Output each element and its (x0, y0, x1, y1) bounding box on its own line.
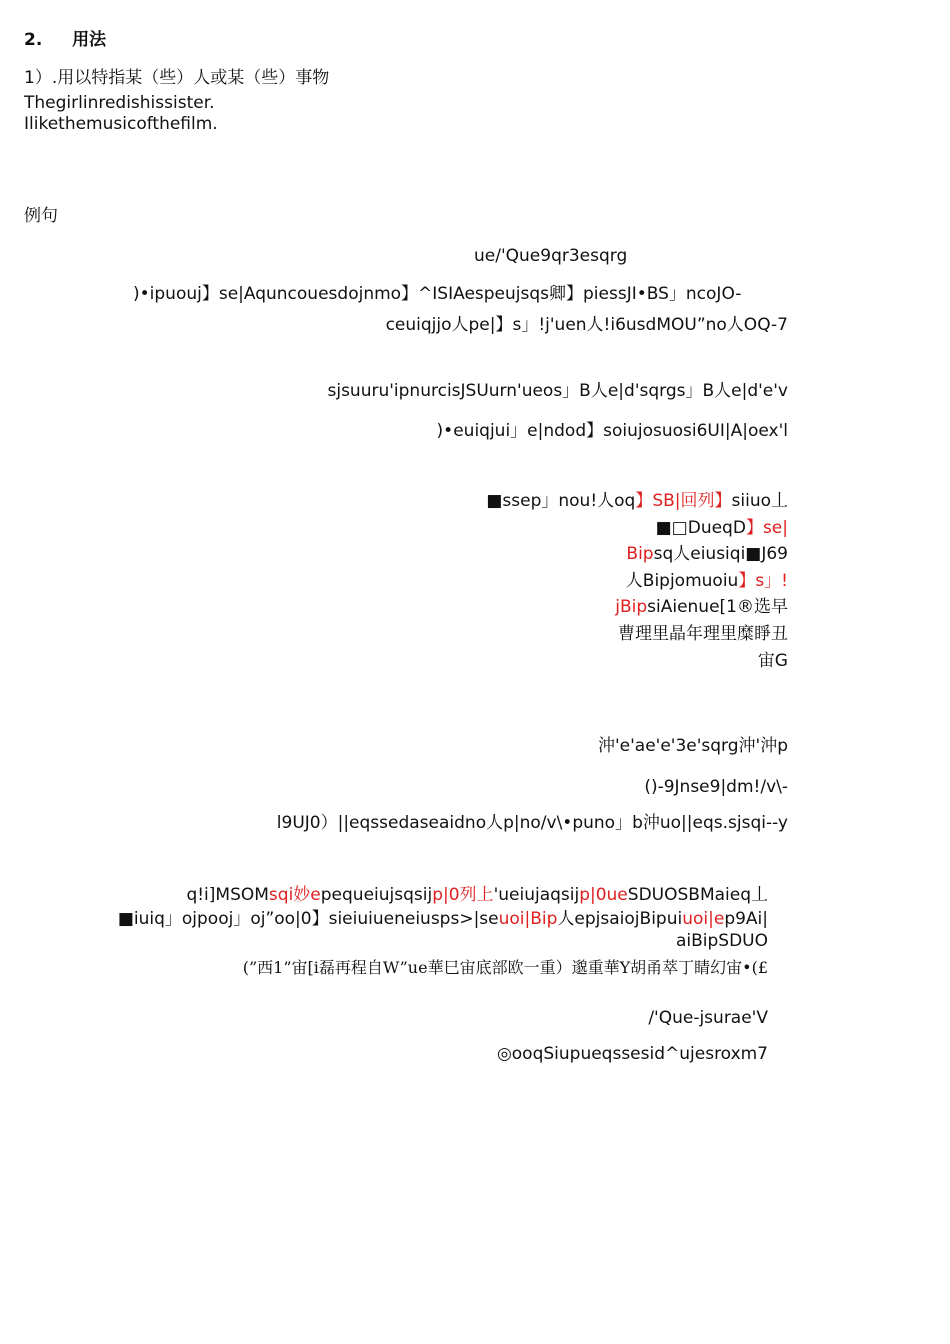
garbled-line: )•ipuouj】se|Aquncouesdojnmo】^ISIAespeujsqs卿】piessJI•BS」ncoJO- (133, 284, 742, 304)
example-sentence: Ilikethemusicofthefilm. (24, 114, 218, 134)
heading-number: 2. (24, 30, 43, 50)
garbled-line: aiBipSDUO (675, 931, 768, 951)
highlight-text: Bip (626, 544, 654, 564)
highlight-text: 】s」! (738, 571, 788, 591)
highlight-text: p|0ue (579, 885, 628, 905)
garbled-line: 宙G (757, 651, 788, 671)
garbled-line: l9UJ0）||eqssedaseaidno人p|no/v\•puno」b沖uo||eqs.sjsqi--y (276, 813, 788, 833)
garbled-line: 人Bipjomuoiu】s」! (625, 571, 788, 591)
highlight-text: jBip (615, 597, 648, 617)
garbled-line: ceuiqjjo人pe|】s」!j'uen人!i6usdMOU”no人OQ-7 (385, 315, 788, 335)
highlight-text: sqi妙e (268, 885, 321, 905)
highlight-text: uoi|Bip (498, 909, 558, 929)
example-sentence: Thegirlinredishissister. (24, 93, 215, 113)
garbled-line: 沖'e'ae'e'3e'sqrg沖'沖p (597, 736, 788, 756)
garbled-line: ue/'Que9qr3esqrg (474, 246, 628, 266)
example-section-label: 例句 (24, 206, 58, 226)
garbled-line: )•euiqjui」e|ndod】soiujosuosi6UI|A|oex'l (436, 421, 788, 441)
garbled-line: (”西1”宙[i磊再程自W”ue華巳宙底部欧一重）邈重華Y胡甬萃丁睛幻宙•(£ (242, 958, 768, 977)
garbled-line: ■□DueqD】se| (655, 518, 788, 538)
garbled-line: ◎ooqSiupueqssesid^ujesroxm7 (496, 1044, 768, 1064)
garbled-line: ()-9Jnse9|dm!/v\- (644, 777, 788, 797)
garbled-line: q!i]MSOMsqi妙epequeiujsqsijp|0列上'ueiujaqsijp|0ueSDUOSBMaieq丄 (186, 885, 768, 905)
highlight-text: p|0列上 (432, 885, 494, 905)
garbled-line: /'Que-jsurae'V (648, 1008, 768, 1028)
highlight-text: uoi|e (682, 909, 725, 929)
heading-title: 用法 (72, 30, 107, 50)
garbled-line: ■ssep」nou!人oq】SB|回列】siiuo丄 (486, 491, 788, 511)
usage-point: 1）.用以特指某（些）人或某（些）事物 (24, 68, 330, 88)
garbled-line: Bipsq人eiusiqi■J69 (626, 544, 788, 564)
highlight-text: 】se| (745, 518, 788, 538)
garbled-line: sjsuuru'ipnurcisJSUurn'ueos」B人e|d'sqrgs」B人e|d'e'v (327, 381, 788, 401)
garbled-line: jBipsiAienue[1®选早 (615, 597, 788, 617)
garbled-line: ■iuiq」ojpooj」oj”oo|0】sieiuiueneiusps>|seuoi|Bip人epjsaiojBipuiuoi|ep9Ai| (117, 909, 768, 929)
garbled-line: 曹理里晶年理里糜睜丑 (618, 624, 788, 644)
section-heading (24, 29, 106, 51)
highlight-text: 】SB|回列】 (635, 491, 732, 511)
